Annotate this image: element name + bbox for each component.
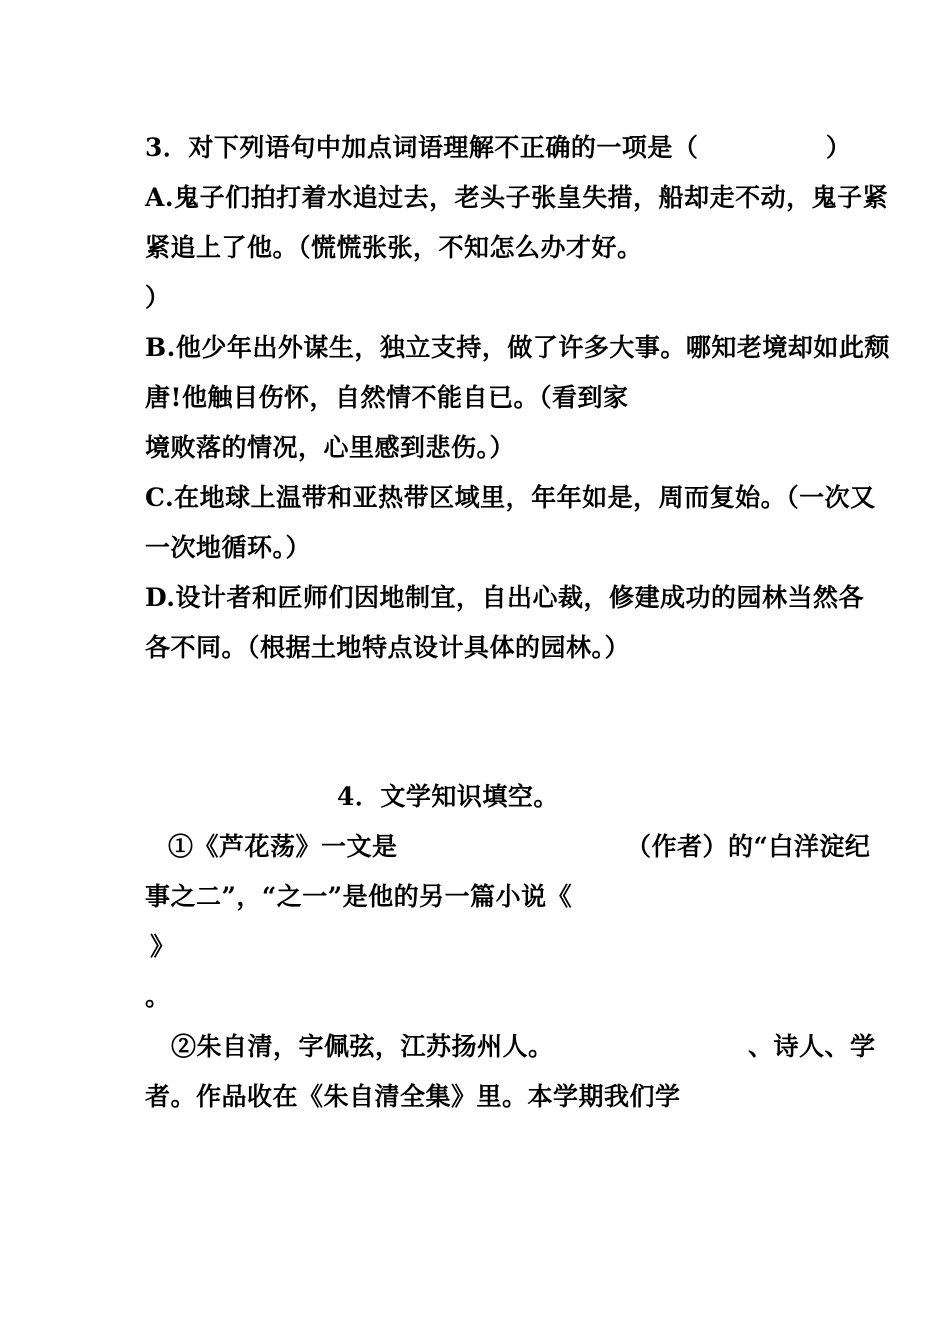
option-c-line-1: C.在地球上温带和亚热带区域里，年年如是，周而复始。（一次又: [145, 483, 876, 512]
question-4-heading: 4．文学知识填空。: [337, 782, 559, 811]
item-2-line-1-start: ②朱自清，字佩弦，江苏扬州人。: [171, 1032, 554, 1061]
item-2-line-1-end: 、诗人、学: [748, 1032, 876, 1061]
item-1-line-1-end: （作者）的“白洋淀纪: [626, 832, 871, 861]
option-c-line-2: 一次地循环。）: [145, 533, 312, 562]
question-3-stem: 3．对下列语句中加点词语理解不正确的一项是（ ）: [145, 133, 852, 162]
option-b-line-1: B.他少年出外谋生，独立支持，做了许多大事。哪知老境却如此颓: [145, 333, 890, 362]
option-d-line-1: D.设计者和匠师们因地制宜，自出心裁，修建成功的园林当然各: [145, 583, 864, 612]
option-b-line-3: 境败落的情况，心里感到悲伤。）: [145, 433, 516, 462]
item-1-line-1-start: ①《芦花荡》一文是: [168, 832, 398, 861]
option-b-line-2: 唐!他触目伤怀，自然情不能自已。（看到家: [145, 383, 629, 412]
option-a-line-3: ）: [145, 283, 171, 312]
item-1-line-3: 》: [150, 932, 176, 961]
option-a-line-1: A.鬼子们拍打着水追过去，老头子张皇失措，船却走不动，鬼子紧: [145, 183, 889, 212]
item-1-line-4: 。: [145, 982, 171, 1011]
item-2-line-2: 者。作品收在《朱自清全集》里。本学期我们学: [145, 1082, 681, 1111]
option-a-line-2: 紧追上了他。（慌慌张张，不知怎么办才好。: [145, 233, 643, 262]
item-1-line-2: 事之二”，“之一”是他的另一篇小说《: [145, 882, 573, 911]
option-d-line-2: 各不同。（根据土地特点设计具体的园林。）: [145, 633, 631, 662]
